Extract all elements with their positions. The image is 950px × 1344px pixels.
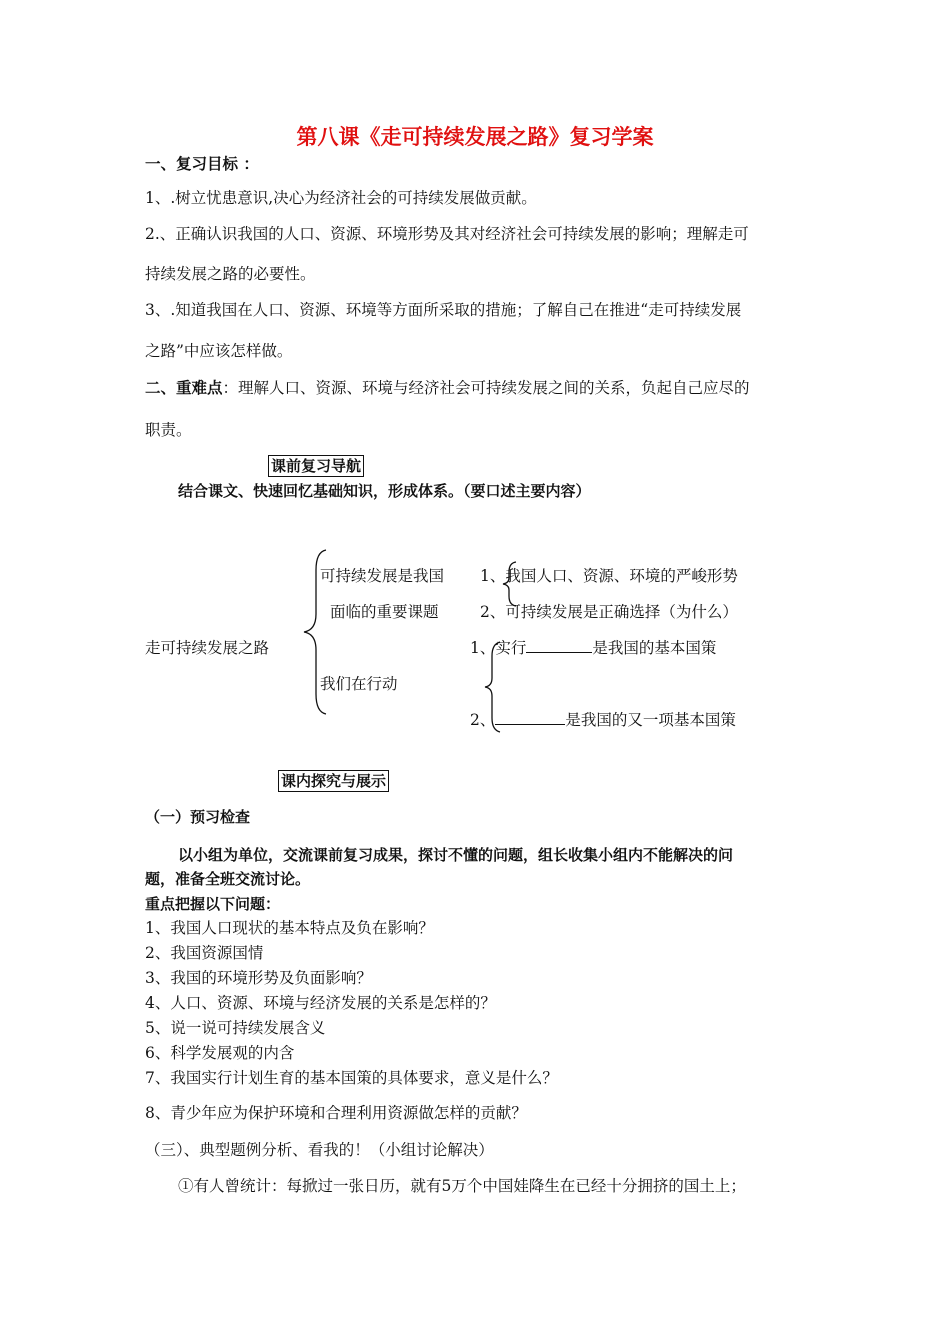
explore-box-label: 课内探究与展示 (278, 770, 389, 792)
branch1-label-line1: 可持续发展是我国 (320, 567, 445, 585)
focus-heading: 重点把握以下问题： (145, 895, 281, 913)
blank-line-1[interactable] (526, 638, 592, 653)
question-3: 3、我国的环境形势及负面影响？ (145, 969, 372, 987)
question-7: 7、我国实行计划生育的基本国策的具体要求，意义是什么？ (145, 1069, 558, 1087)
explore-sub-heading: （一）预习检查 (145, 808, 251, 826)
branch2-item-2-prefix: 2、 (470, 711, 496, 729)
question-2: 2、我国资源国情 (145, 944, 264, 962)
question-4: 4、人口、资源、环境与经济发展的关系是怎样的？ (145, 994, 496, 1012)
explore-para-line1: 以小组为单位，交流课前复习成果，探讨不懂的问题，组长收集小组内不能解决的问 (178, 846, 734, 864)
question-6: 6、科学发展观的内含 (145, 1044, 295, 1062)
section2-heading: 二、重难点 (145, 379, 223, 397)
branch2-item-2-suffix: 是我国的又一项基本国策 (565, 711, 736, 729)
page-title: 第八课《走可持续发展之路》复习学案 (296, 125, 654, 149)
branch2-label: 我们在行动 (320, 675, 398, 693)
branch1-label-line2: 面临的重要课题 (330, 603, 439, 621)
section2-text-cont: 职责。 (145, 421, 192, 439)
branch1-item-1: 1、我国人口、资源、环境的严峻形势 (480, 567, 738, 585)
mindmap-root: 走可持续发展之路 (145, 639, 270, 657)
section1-heading: 一、复习目标 ： (145, 155, 259, 173)
objective-3: 3、.知道我国在人口、资源、环境等方面所采取的措施；了解自己在推进“走可持续发展 (145, 301, 742, 319)
preview-box-label: 课前复习导航 (268, 455, 364, 477)
explore-para-line2: 题，准备全班交流讨论。 (145, 870, 311, 888)
objective-1: 1、.树立忧患意识,决心为经济社会的可持续发展做贡献。 (145, 189, 537, 207)
branch1-item-2: 2、可持续发展是正确选择（为什么） (480, 603, 738, 621)
branch2-item-1-suffix: 是我国的基本国策 (592, 639, 717, 657)
section2-text: ：理解人口、资源、环境与经济社会可持续发展之间的关系，负起自己应尽的 (222, 379, 750, 397)
preview-instruction: 结合课文、快速回忆基础知识，形成体系。（要口述主要内容） (178, 482, 591, 500)
question-1: 1、我国人口现状的基本特点及负在影响？ (145, 919, 434, 937)
objective-3-cont: 之路”中应该怎样做。 (145, 342, 293, 360)
section2-line (145, 378, 750, 398)
objective-2: 2.、正确认识我国的人口、资源、环境形势及其对经济社会可持续发展的影响；理解走可 (145, 225, 749, 243)
branch2-item-1-prefix: 1、实行 (470, 639, 527, 657)
case-heading: （三）、典型题例分析、看我的！（小组讨论解决） (145, 1141, 494, 1159)
case-1: ①有人曾统计：每掀过一张日历，就有5万个中国娃降生在已经十分拥挤的国土上； (178, 1177, 746, 1195)
question-5: 5、说一说可持续发展含义 (145, 1019, 326, 1037)
objective-2-cont: 持续发展之路的必要性。 (145, 265, 316, 283)
branch2-item-1 (470, 638, 716, 658)
branch2-item-2 (470, 710, 736, 730)
blank-line-2[interactable] (495, 710, 565, 725)
question-8: 8、青少年应为保护环境和合理利用资源做怎样的贡献？ (145, 1104, 527, 1122)
